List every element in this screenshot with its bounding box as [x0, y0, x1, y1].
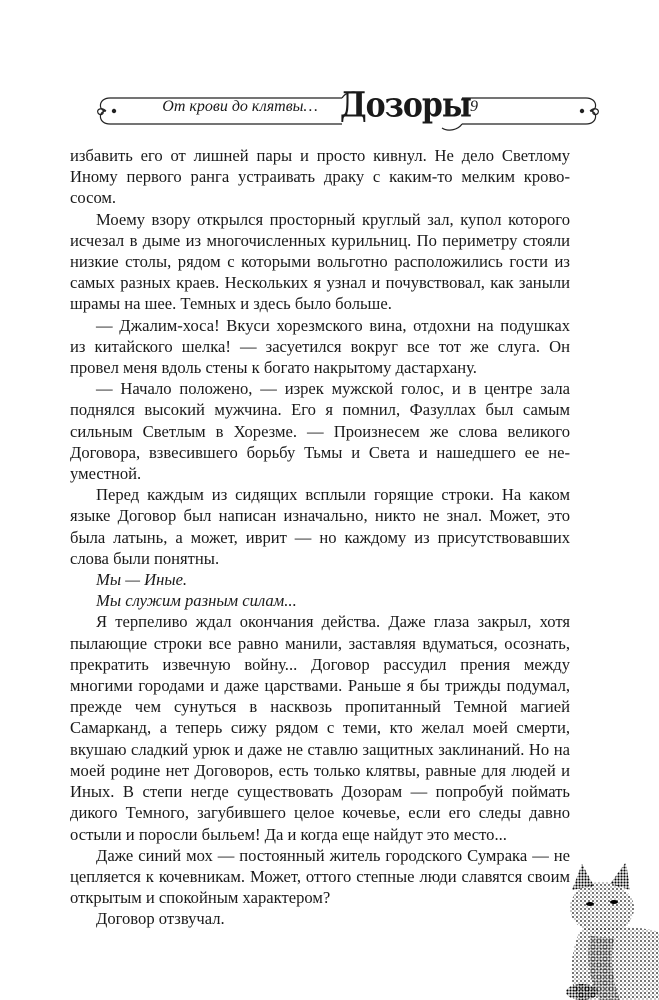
paragraph: Перед каждым из сидящих всплыли горящие строки. На каком языке Договор был написан изначально, никто не знал. Может, это была латынь, а может, иврит — но каждому из присутствовавших слова были понятны.: [70, 485, 570, 568]
paragraph: Я терпеливо ждал окончания действа. Даже глаза закрыл, хотя пылающие строки все равно манили, заставляя вдуматься, осознать, прекратить извечную войну... Договор рассудил прения между многими городами и даже царствами. Раньше я бы трижды подумал, прежде чем сунуться в насквозь пропитанный Темной магией Самарканд, а теперь сижу рядом с теми, кто желал моей смерти, вкушаю сладкий урюк и даже не ставлю защитных заклинаний. Но на моей родине нет Договоров, есть только клятвы, равные для людей и Иных. В степи негде существовать Дозорам — попробуй поймать дикого Темного, загубившего целое кочевье, если его следы давно остыли и поросли быльем! Да и когда еще найдут это место...: [70, 612, 570, 844]
running-header: [92, 78, 604, 140]
page-body: [70, 145, 570, 930]
paragraph-italic: Мы служим разным силам...: [96, 591, 297, 611]
cat-illustration-icon: [560, 860, 659, 1000]
paragraph: Моему взору открылся просторный круглый зал, купол которого исчезал в дыме из многочисленных курильниц. По периметру стояли низкие столы, рядом с которыми вольготно расположились гости из самых разных краев. Нескольких я узнал и почувствовал, как заныли шрамы на шее. Темных и здесь было больше.: [70, 209, 570, 314]
paragraph: избавить его от лишней пары и просто кивнул. Не дело Светлому Иному первого ранга устраивать драку с каким-то мелким кровососом.: [70, 146, 570, 208]
page-number: 9: [470, 98, 478, 115]
series-logo: Дозоры: [340, 85, 471, 126]
paragraph: Даже синий мох — постоянный житель городского Сумрака — не цепляется к кочевникам. Может, оттого степные люди славятся своим открытым и спокойным характером?: [70, 845, 570, 908]
paragraph: Договор отзвучал.: [96, 909, 225, 929]
running-title: От крови до клятвы…: [162, 98, 318, 115]
paragraph: — Джалим-хоса! Вкуси хорезмского вина, отдохни на подушках из китайского шелка! — засуетился вокруг все тот же слуга. Он провел меня вдоль стены к богато накрытому дастархану.: [70, 315, 570, 378]
paragraph-italic: Мы — Иные.: [96, 570, 188, 590]
paragraph: — Начало положено, — изрек мужской голос, и в центре зала поднялся высокий мужчина. Его я помнил, Фазуллах был самым сильным Светлым в Хорезме. — Произнесем же слова великого Договора, взвесившего борьбу Тьмы и Света и нашедшего ее неуместной.: [70, 379, 570, 484]
